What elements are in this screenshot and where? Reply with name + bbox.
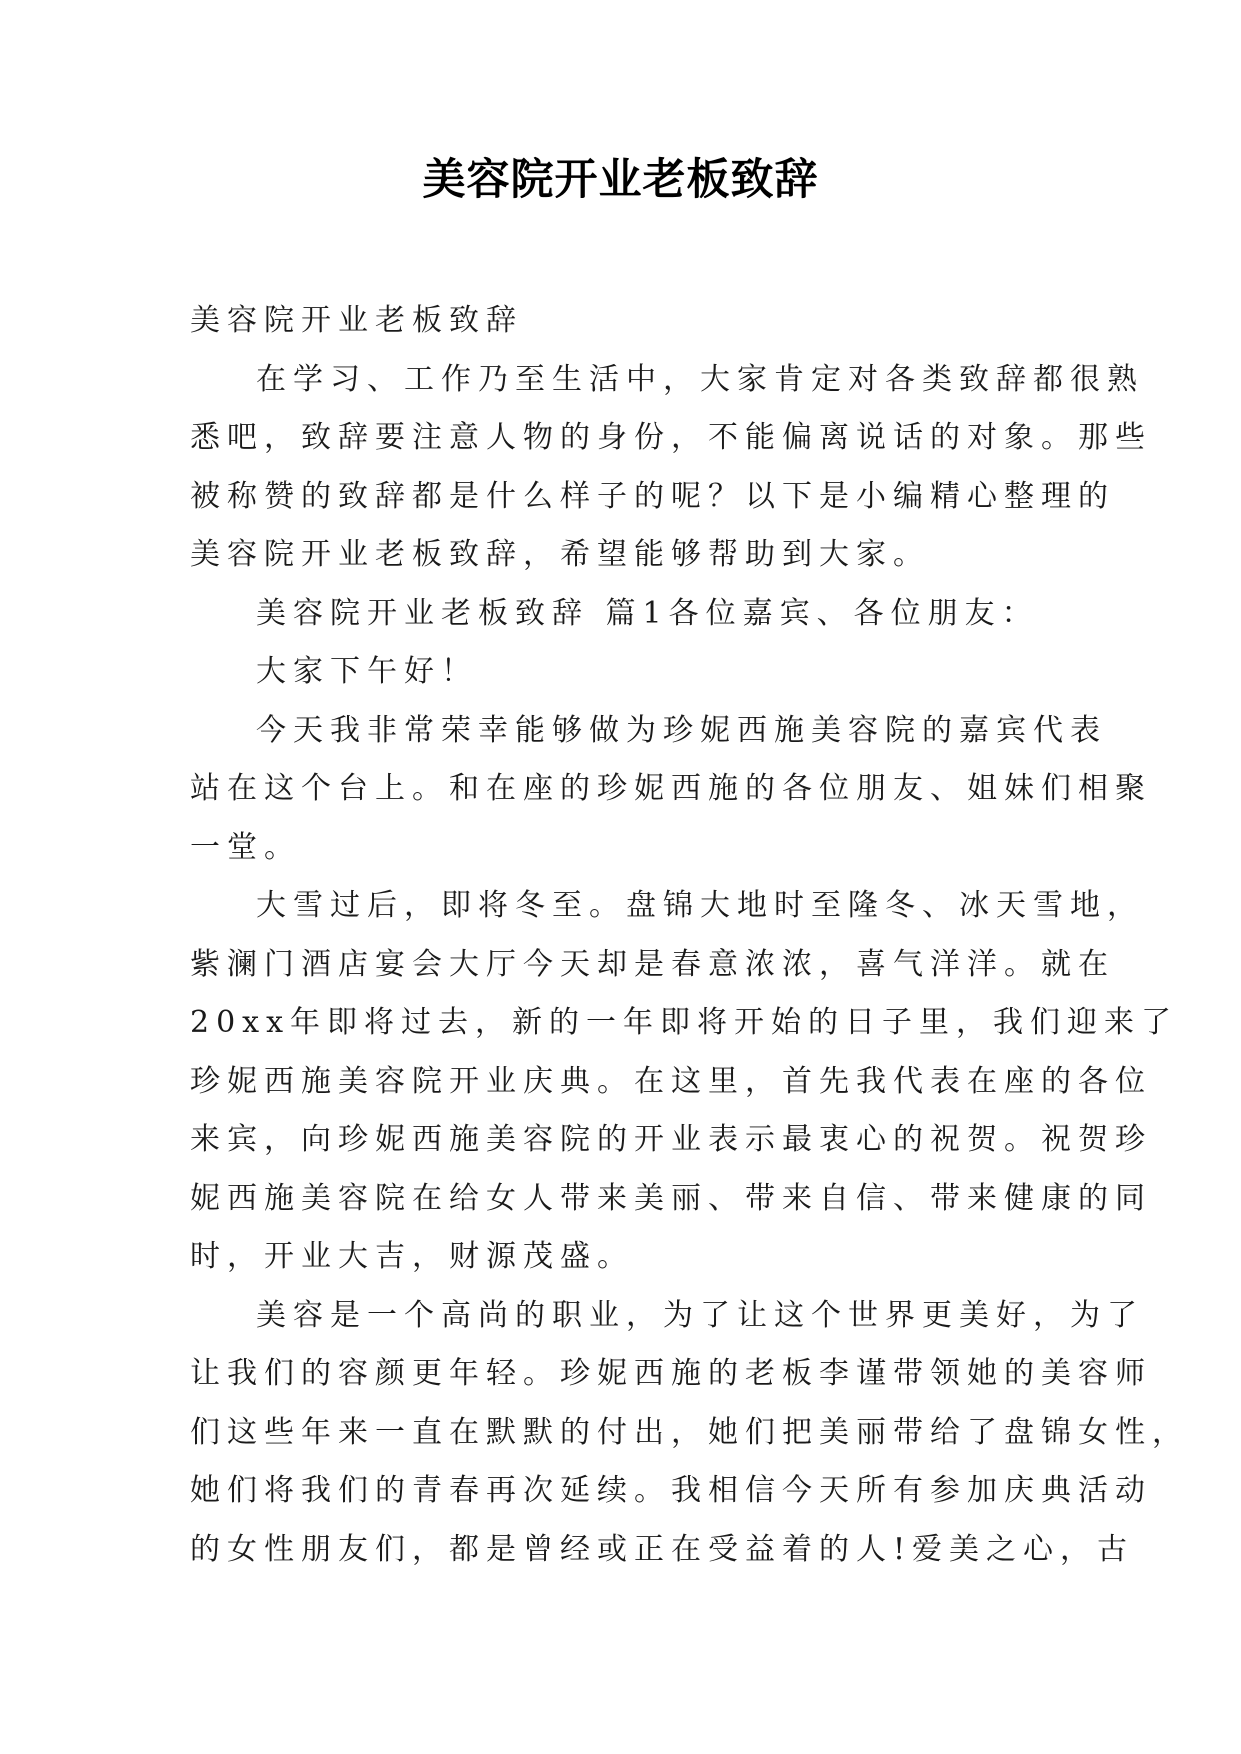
subtitle-line: 美容院开业老板致辞 bbox=[190, 303, 523, 338]
paragraph-line: 的女性朋友们，都是曾经或正在受益着的人!爱美之心，古 bbox=[190, 1531, 1135, 1567]
section-heading-line: 美容院开业老板致辞 篇1各位嘉宾、各位朋友： bbox=[256, 595, 1039, 631]
greeting-line: 大家下午好！ bbox=[256, 654, 478, 689]
paragraph-line: 一堂。 bbox=[190, 829, 301, 865]
paragraph-line: 她们将我们的青春再次延续。我相信今天所有参加庆典活动 bbox=[190, 1473, 1152, 1508]
document-body bbox=[190, 292, 1189, 1579]
paragraph-line: 在学习、工作乃至生活中，大家肯定对各类致辞都很熟 bbox=[256, 361, 1144, 397]
paragraph-line: 紫澜门酒店宴会大厅今天却是春意浓浓，喜气洋洋。就在 bbox=[190, 946, 1115, 982]
paragraph-line: 们这些年来一直在默默的付出，她们把美丽带给了盘锦女性， bbox=[190, 1414, 1189, 1450]
paragraph-line: 美容是一个高尚的职业，为了让这个世界更美好，为了 bbox=[256, 1297, 1144, 1333]
paragraph-line: 珍妮西施美容院开业庆典。在这里，首先我代表在座的各位 bbox=[190, 1063, 1152, 1099]
document-title: 美容院开业老板致辞 bbox=[422, 155, 819, 205]
paragraph-line: 时，开业大吉，财源茂盛。 bbox=[190, 1239, 634, 1274]
paragraph-line: 大雪过后，即将冬至。盘锦大地时至隆冬、冰天雪地， bbox=[256, 888, 1144, 923]
paragraph-line: 美容院开业老板致辞，希望能够帮助到大家。 bbox=[190, 537, 930, 572]
paragraph-line: 站在这个台上。和在座的珍妮西施的各位朋友、姐妹们相聚 bbox=[190, 771, 1152, 806]
paragraph-line: 来宾，向珍妮西施美容院的开业表示最衷心的祝贺。祝贺珍 bbox=[190, 1122, 1152, 1157]
paragraph-line: 妮西施美容院在给女人带来美丽、带来自信、带来健康的同 bbox=[190, 1180, 1152, 1216]
paragraph-line: 今天我非常荣幸能够做为珍妮西施美容院的嘉宾代表 bbox=[256, 712, 1107, 748]
paragraph-line: 被称赞的致辞都是什么样子的呢？以下是小编精心整理的 bbox=[190, 478, 1115, 514]
paragraph-line: 20xx年即将过去，新的一年即将开始的日子里，我们迎来了 bbox=[190, 1005, 1179, 1040]
paragraph-line: 悉吧，致辞要注意人物的身份，不能偏离说话的对象。那些 bbox=[190, 420, 1152, 455]
paragraph-line: 让我们的容颜更年轻。珍妮西施的老板李谨带领她的美容师 bbox=[190, 1356, 1152, 1391]
